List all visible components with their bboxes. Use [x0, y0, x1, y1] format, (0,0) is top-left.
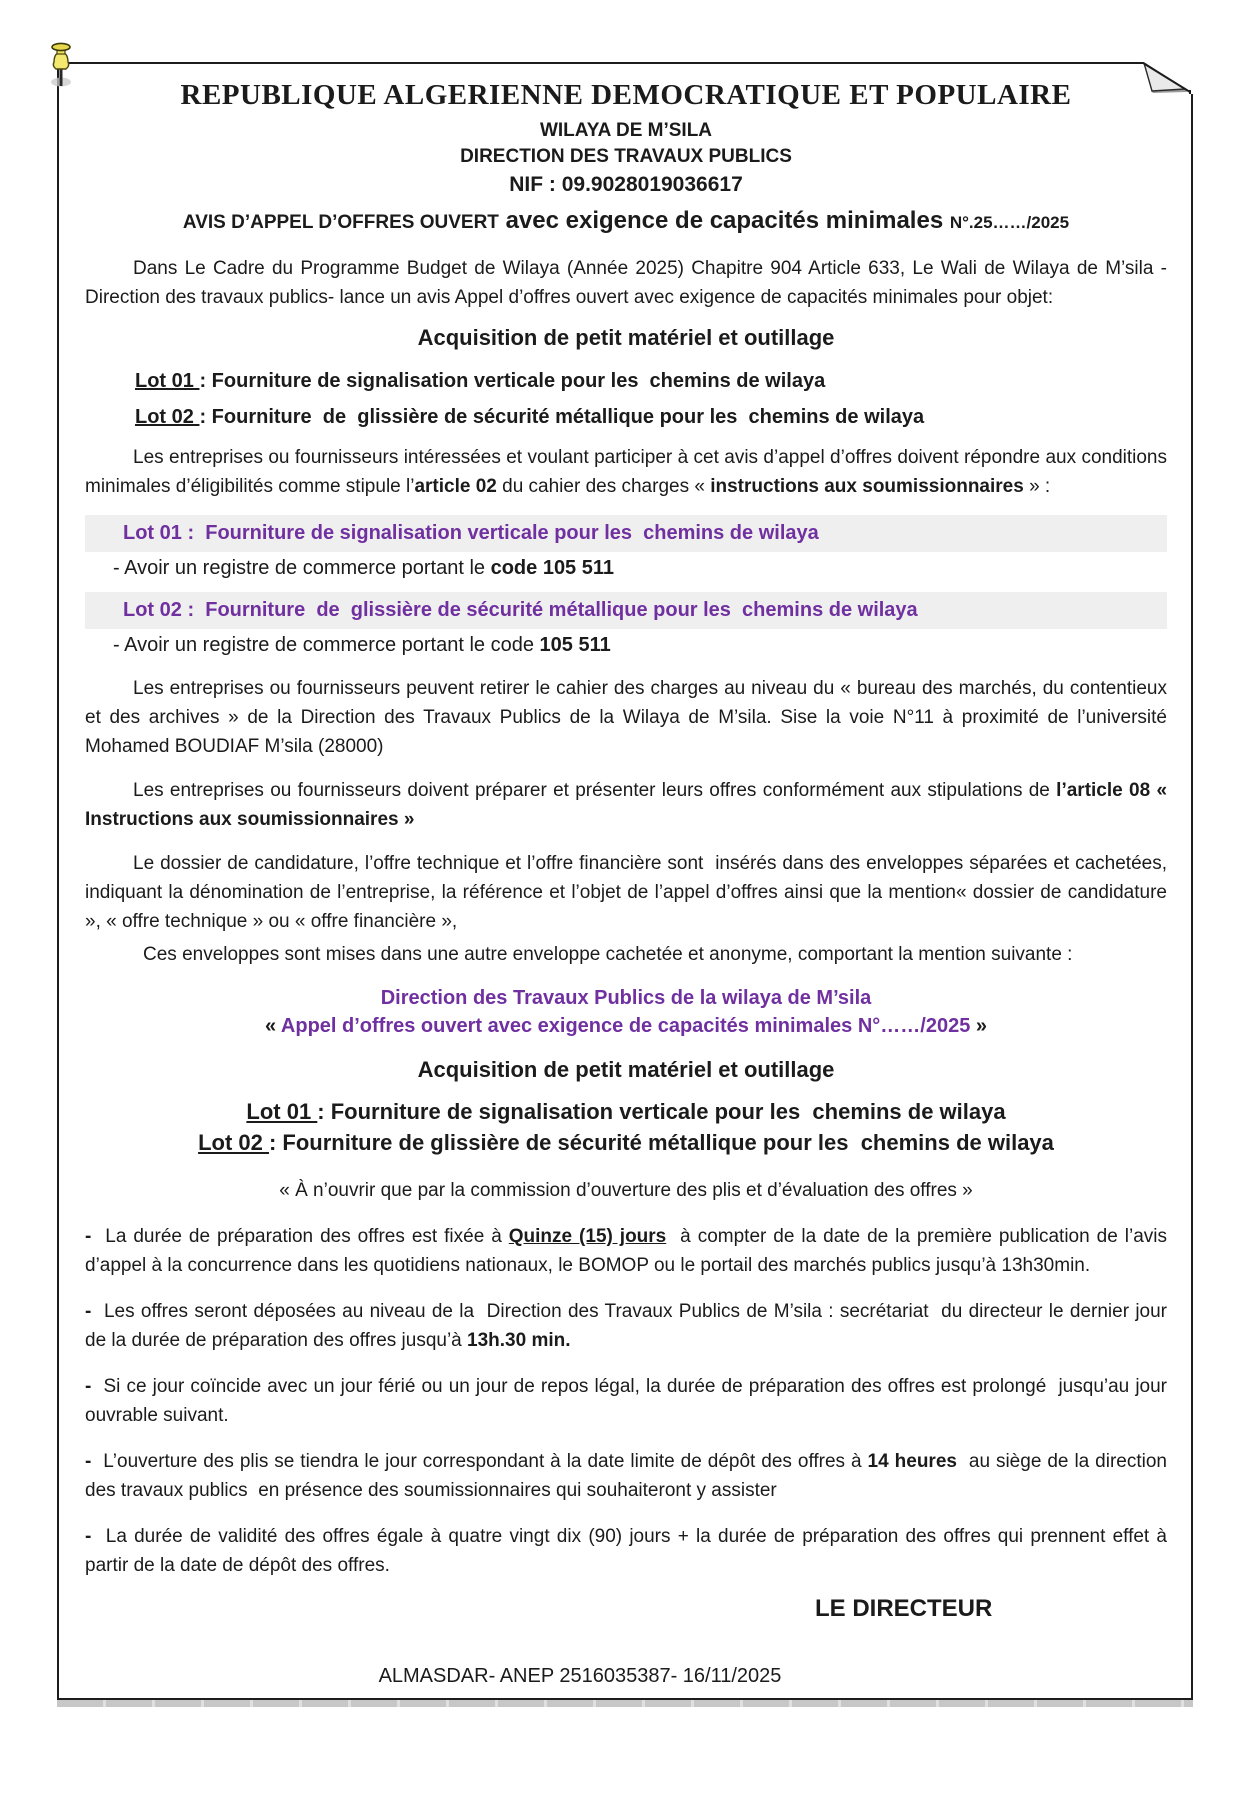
lot1-text: : Fourniture de signalisation verticale pour les chemins de wilaya [199, 370, 826, 392]
lot2-text: : Fourniture de glissière de sécurité métallique pour les chemins de wilaya [199, 406, 925, 428]
term4-time: 14 heures [867, 1451, 957, 1472]
lot2-label: Lot 02 [135, 406, 200, 428]
term-deposit [85, 1297, 1173, 1355]
eligibility-paragraph [85, 443, 1173, 501]
object-title-2: Acquisition de petit matériel et outillage [417, 1057, 835, 1082]
lot1-line [85, 368, 1167, 395]
term-duration [85, 1222, 1173, 1280]
document-content [59, 64, 1191, 1623]
term2-time: 13h.30 min. [467, 1330, 571, 1351]
wilaya-line: WILAYA DE M’SILA [539, 120, 713, 141]
center-lot2-line [85, 1127, 1167, 1158]
eligibility-text3: » : [1023, 476, 1051, 497]
article-08: l’article 08 [1056, 780, 1151, 801]
notice-number: N°.25……/2025 [949, 213, 1070, 232]
preparation-text: Les entreprises ou fournisseurs doivent préparer et présenter leurs offres conformément aux stipulations de [133, 780, 1057, 801]
envelope-paragraph: Ces enveloppes sont mises dans une autre enveloppe cachetée et anonyme, comportant la mention suivante : [143, 944, 1073, 965]
object-title: Acquisition de petit matériel et outillage [417, 325, 835, 350]
direction-line: DIRECTION DES TRAVAUX PUBLICS [460, 146, 792, 167]
intro-paragraph: Dans Le Cadre du Programme Budget de Wilaya (Année 2025) Chapitre 904 Article 633, Le Wali de Wilaya de M’sila -Direction des travaux publics- lance un avis Appel d’offres ouvert avec exigence de capacités minimales pour objet: [85, 258, 1167, 308]
director-signature: LE DIRECTEUR [815, 1595, 993, 1622]
center-lot1-line [85, 1096, 1167, 1127]
center-lot1-label: Lot 01 [246, 1099, 318, 1124]
center-lot2-text: : Fourniture de glissière de sécurité métallique pour les chemins de wilaya [268, 1130, 1054, 1155]
footer-reference: ALMASDAR- ANEP 2516035387- 16/11/2025 [378, 1665, 782, 1687]
pushpin-icon [46, 42, 76, 94]
dossier-paragraph: Le dossier de candidature, l’offre technique et l’offre financière sont insérés dans des enveloppes séparées et cachetées, indiquant la dénomination de l’entreprise, la référence et l’objet de l’appel d’offres ainsi que la mention« dossier de candidature », « offre technique » ou « offre financière », [85, 853, 1173, 932]
document-page [57, 62, 1193, 1700]
requirement-lot2 [113, 632, 1167, 659]
quote-close: » [970, 1015, 988, 1037]
req1-text: - Avoir un registre de commerce portant le [113, 557, 491, 579]
bullet-dash: - [85, 1226, 99, 1247]
term-opening [85, 1447, 1173, 1505]
term-holiday [85, 1372, 1173, 1430]
bullet-dash: - [85, 1301, 98, 1322]
folded-corner-icon [1143, 62, 1193, 94]
center-lot1-text: : Fourniture de signalisation verticale pour les chemins de wilaya [317, 1099, 1006, 1124]
term2-text: Les offres seront déposées au niveau de la Direction des Travaux Publics de M’sila : secrétariat du directeur le dernier jour de la durée de préparation des offres jusqu’à [85, 1301, 1173, 1351]
requirement-lot1 [113, 555, 1167, 582]
mention-line1: Direction des Travaux Publics de la wilaya de M’sila [380, 987, 872, 1009]
bullet-dash: - [85, 1526, 99, 1547]
nif-line: NIF : 09.9028019036617 [509, 173, 743, 196]
req2-text: - Avoir un registre de commerce portant le code [113, 634, 540, 656]
notice-main: avec exigence de capacités minimales [498, 207, 950, 234]
quote-open: « [264, 1015, 281, 1037]
highlight-lot2: Lot 02 : Fourniture de glissière de sécurité métallique pour les chemins de wilaya [85, 592, 1167, 629]
term5-text: La durée de validité des offres égale à quatre vingt dix (90) jours + la durée de préparation des offres qui prennent effet à partir de la date de dépôt des offres. [85, 1526, 1173, 1576]
bullet-dash: - [85, 1376, 98, 1397]
mention-line2 [85, 1013, 1167, 1040]
eligibility-text: Les entreprises ou fournisseurs intéressées et voulant participer à cet avis d’appel d’offres doivent répondre aux conditions minimales d’éligibilités comme stipule l’ [85, 447, 1173, 497]
instructions-ref: instructions aux soumissionnaires [710, 476, 1024, 497]
instructions-title: « Instructions aux soumissionnaires » [85, 780, 1173, 830]
term4-text2: au siège de la direction des travaux publics en présence des soumissionnaires qui souhaiteront y assister [85, 1451, 1173, 1501]
page-title: REPUBLIQUE ALGERIENNE DEMOCRATIQUE ET POPULAIRE [180, 79, 1072, 111]
article-02: article 02 [414, 476, 497, 497]
term1-duration: Quinze (15) jours [508, 1226, 667, 1247]
lot1-label: Lot 01 [135, 370, 200, 392]
preparation-paragraph [85, 776, 1173, 834]
eligibility-text2: du cahier des charges « [496, 476, 711, 497]
lot2-line [85, 404, 1167, 431]
bullet-dash: - [85, 1451, 98, 1472]
term-validity [85, 1522, 1173, 1580]
center-lot2-label: Lot 02 [198, 1130, 269, 1155]
req1-code: code 105 511 [490, 557, 615, 579]
term1-text: La durée de préparation des offres est fixée à [98, 1226, 509, 1247]
highlight-lot1: Lot 01 : Fourniture de signalisation verticale pour les chemins de wilaya [85, 515, 1167, 552]
term3-text: Si ce jour coïncide avec un jour férié ou un jour de repos légal, la durée de préparation des offres est prolongé jusqu’au jour ouvrable suivant. [85, 1376, 1173, 1426]
term1-text2: à compter de la date de la première publication de l’avis d’appel à la concurrence dans les quotidiens nationaux, le BOMOP ou le portail des marchés publics jusqu’à 13h30min. [85, 1226, 1173, 1276]
commission-note: « À n’ouvrir que par la commission d’ouverture des plis et d’évaluation des offres » [279, 1180, 973, 1201]
mention-line2-text: Appel d’offres ouvert avec exigence de capacités minimales N°……/2025 [280, 1015, 971, 1037]
retrait-paragraph: Les entreprises ou fournisseurs peuvent retirer le cahier des charges au niveau du « bureau des marchés, du contentieux et des archives » de la Direction des Travaux Publics de la Wilaya de M’sila. Sise la voie N°11 à proximité de l’université Mohamed BOUDIAF M’sila (28000) [85, 678, 1173, 757]
notice-prefix: AVIS D’APPEL D’OFFRES OUVERT [182, 212, 499, 233]
req2-code: 105 511 [539, 634, 611, 656]
term4-text: L’ouverture des plis se tiendra le jour correspondant à la date limite de dépôt des offres à [97, 1451, 868, 1472]
notice-title [85, 206, 1167, 238]
